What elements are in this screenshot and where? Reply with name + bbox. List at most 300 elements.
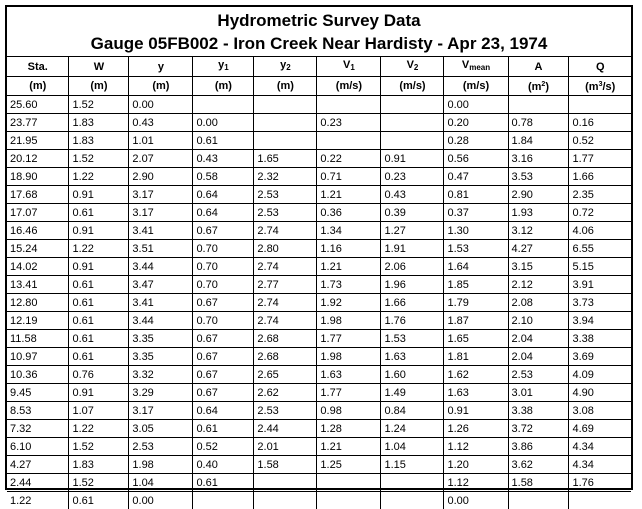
table-cell: 3.41: [129, 294, 193, 312]
table-cell: 0.52: [193, 438, 254, 456]
table-cell: 0.91: [444, 402, 508, 420]
table-cell: 2.68: [254, 348, 317, 366]
table-cell: 1.85: [444, 276, 508, 294]
column-header-subscript: 2: [414, 63, 418, 72]
table-cell: [193, 96, 254, 114]
table-cell: 3.44: [129, 258, 193, 276]
table-cell: [254, 474, 317, 492]
table-cell: [381, 474, 444, 492]
table-cell: 1.65: [254, 150, 317, 168]
table-cell: 3.38: [508, 402, 569, 420]
table-cell: 1.66: [381, 294, 444, 312]
table-cell: 0.98: [317, 402, 381, 420]
table-cell: 0.61: [69, 204, 129, 222]
column-header: [254, 57, 317, 77]
table-cell: 1.64: [444, 258, 508, 276]
table-cell: 2.32: [254, 168, 317, 186]
table-cell: 1.96: [381, 276, 444, 294]
table-cell: 1.24: [381, 420, 444, 438]
table-cell: 3.29: [129, 384, 193, 402]
table-cell: 1.98: [317, 312, 381, 330]
table-cell: 1.04: [129, 474, 193, 492]
table-cell: 3.01: [508, 384, 569, 402]
table-cell: 2.62: [254, 384, 317, 402]
table-cell: [254, 96, 317, 114]
table-row: [7, 204, 631, 222]
table-cell: 0.64: [193, 186, 254, 204]
table-cell: 1.77: [317, 330, 381, 348]
table-cell: 3.86: [508, 438, 569, 456]
table-cell: 2.74: [254, 294, 317, 312]
table-cell: 1.22: [7, 492, 69, 509]
table-cell: 0.67: [193, 294, 254, 312]
table-title-block: [7, 7, 631, 57]
table-cell: 0.64: [193, 204, 254, 222]
table-cell: 1.52: [69, 96, 129, 114]
column-header: [569, 57, 631, 77]
column-header: [69, 57, 129, 77]
table-cell: 1.66: [569, 168, 631, 186]
table-row: [7, 240, 631, 258]
table-cell: 25.60: [7, 96, 69, 114]
column-header: [7, 57, 69, 77]
column-unit: (m/s): [317, 77, 381, 96]
column-header: [317, 57, 381, 77]
table-row: [7, 474, 631, 492]
table-cell: [254, 132, 317, 150]
table-cell: 1.22: [69, 168, 129, 186]
table-cell: 0.00: [129, 96, 193, 114]
table-cell: 1.83: [69, 456, 129, 474]
table-cell: 0.61: [69, 330, 129, 348]
table-row: [7, 132, 631, 150]
table-cell: [317, 96, 381, 114]
table-cell: 2.04: [508, 330, 569, 348]
table-cell: 1.20: [444, 456, 508, 474]
table-cell: 0.47: [444, 168, 508, 186]
column-unit: (m): [7, 77, 69, 96]
table-cell: [569, 492, 631, 509]
table-cell: 0.67: [193, 330, 254, 348]
table-cell: 1.65: [444, 330, 508, 348]
table-cell: [508, 96, 569, 114]
table-cell: 2.80: [254, 240, 317, 258]
table-cell: 2.74: [254, 312, 317, 330]
table-cell: 1.26: [444, 420, 508, 438]
table-cell: 17.68: [7, 186, 69, 204]
table-cell: 3.51: [129, 240, 193, 258]
table-cell: 0.00: [444, 492, 508, 509]
table-row: [7, 420, 631, 438]
table-cell: 1.25: [317, 456, 381, 474]
table-cell: 1.07: [69, 402, 129, 420]
table-cell: 1.92: [317, 294, 381, 312]
table-cell: 3.72: [508, 420, 569, 438]
table-cell: 3.17: [129, 402, 193, 420]
table-cell: [317, 492, 381, 509]
column-header: [508, 57, 569, 77]
table-cell: 3.38: [569, 330, 631, 348]
table-cell: 0.23: [381, 168, 444, 186]
table-cell: 2.07: [129, 150, 193, 168]
column-unit: (m/s): [381, 77, 444, 96]
column-unit: (m): [129, 77, 193, 96]
table-cell: 2.06: [381, 258, 444, 276]
table-cell: [569, 96, 631, 114]
table-cell: 0.28: [444, 132, 508, 150]
survey-table-frame: [5, 5, 633, 490]
table-cell: 3.16: [508, 150, 569, 168]
table-cell: 2.74: [254, 222, 317, 240]
table-cell: 1.58: [254, 456, 317, 474]
table-row: [7, 114, 631, 132]
table-cell: 0.70: [193, 258, 254, 276]
column-header-label: V: [407, 59, 414, 71]
table-cell: 1.52: [69, 438, 129, 456]
table-row: [7, 276, 631, 294]
table-cell: 0.56: [444, 150, 508, 168]
column-header-subscript: 1: [350, 63, 354, 72]
table-cell: 8.53: [7, 402, 69, 420]
table-cell: 0.23: [317, 114, 381, 132]
table-cell: 6.10: [7, 438, 69, 456]
table-cell: 0.67: [193, 222, 254, 240]
table-cell: 1.79: [444, 294, 508, 312]
column-unit: [569, 77, 631, 96]
table-cell: 2.10: [508, 312, 569, 330]
table-row: [7, 348, 631, 366]
column-header-label: W: [94, 61, 104, 73]
table-cell: 3.69: [569, 348, 631, 366]
table-cell: [381, 132, 444, 150]
table-cell: [254, 114, 317, 132]
table-cell: 1.53: [381, 330, 444, 348]
table-cell: 0.91: [69, 186, 129, 204]
table-cell: 2.08: [508, 294, 569, 312]
table-cell: 4.34: [569, 438, 631, 456]
table-cell: 1.77: [569, 150, 631, 168]
table-cell: 3.53: [508, 168, 569, 186]
table-cell: [508, 492, 569, 509]
table-cell: 1.21: [317, 186, 381, 204]
column-unit: [508, 77, 569, 96]
table-cell: 1.87: [444, 312, 508, 330]
table-cell: 2.04: [508, 348, 569, 366]
table-cell: 3.17: [129, 186, 193, 204]
column-unit-prefix: (m: [585, 81, 598, 93]
table-cell: 2.68: [254, 330, 317, 348]
column-header-label: y: [218, 59, 224, 71]
table-cell: 3.94: [569, 312, 631, 330]
table-cell: 2.44: [254, 420, 317, 438]
table-cell: 0.91: [69, 384, 129, 402]
table-cell: 12.80: [7, 294, 69, 312]
table-cell: 0.43: [193, 150, 254, 168]
table-cell: 0.61: [193, 474, 254, 492]
column-header-label: V: [462, 59, 469, 71]
table-cell: 13.41: [7, 276, 69, 294]
table-cell: 4.69: [569, 420, 631, 438]
table-cell: 0.40: [193, 456, 254, 474]
table-cell: 3.17: [129, 204, 193, 222]
table-cell: 0.81: [444, 186, 508, 204]
table-cell: 1.76: [569, 474, 631, 492]
table-cell: 0.22: [317, 150, 381, 168]
column-header-label: V: [343, 59, 350, 71]
column-header-subscript: 2: [286, 63, 290, 72]
table-row: [7, 456, 631, 474]
table-cell: 4.27: [7, 456, 69, 474]
column-header-subscript: 1: [224, 63, 228, 72]
table-cell: 0.61: [69, 348, 129, 366]
table-row: [7, 186, 631, 204]
table-cell: 5.15: [569, 258, 631, 276]
table-cell: 2.53: [254, 204, 317, 222]
table-cell: 1.01: [129, 132, 193, 150]
table-row: [7, 294, 631, 312]
column-header: [381, 57, 444, 77]
table-cell: 0.70: [193, 240, 254, 258]
table-cell: 16.46: [7, 222, 69, 240]
column-unit-prefix: (m: [528, 81, 541, 93]
table-cell: 2.65: [254, 366, 317, 384]
table-cell: 1.76: [381, 312, 444, 330]
table-cell: 3.12: [508, 222, 569, 240]
table-cell: 1.34: [317, 222, 381, 240]
table-cell: 1.84: [508, 132, 569, 150]
table-cell: 0.91: [69, 222, 129, 240]
table-cell: 1.63: [381, 348, 444, 366]
table-cell: 0.00: [193, 114, 254, 132]
table-cell: 0.61: [193, 132, 254, 150]
table-cell: 21.95: [7, 132, 69, 150]
table-cell: 1.49: [381, 384, 444, 402]
table-cell: 0.43: [381, 186, 444, 204]
table-cell: 1.98: [317, 348, 381, 366]
table-cell: 2.53: [254, 402, 317, 420]
table-cell: 2.90: [508, 186, 569, 204]
table-cell: 9.45: [7, 384, 69, 402]
table-cell: 3.44: [129, 312, 193, 330]
column-name-row: [7, 57, 631, 77]
table-cell: 0.64: [193, 402, 254, 420]
table-cell: 4.34: [569, 456, 631, 474]
table-cell: [317, 474, 381, 492]
table-cell: 3.05: [129, 420, 193, 438]
table-cell: 2.35: [569, 186, 631, 204]
table-cell: 11.58: [7, 330, 69, 348]
table-cell: 15.24: [7, 240, 69, 258]
table-cell: 1.83: [69, 114, 129, 132]
table-cell: 0.67: [193, 348, 254, 366]
table-cell: 1.63: [317, 366, 381, 384]
table-cell: 1.21: [317, 438, 381, 456]
table-row: [7, 438, 631, 456]
table-cell: 0.84: [381, 402, 444, 420]
table-cell: 1.28: [317, 420, 381, 438]
table-cell: 3.35: [129, 348, 193, 366]
table-subtitle: Gauge 05FB002 - Iron Creek Near Hardisty - Apr 23, 1974: [7, 32, 631, 55]
column-header: [444, 57, 508, 77]
table-cell: 0.67: [193, 366, 254, 384]
table-cell: 2.12: [508, 276, 569, 294]
table-cell: 17.07: [7, 204, 69, 222]
table-cell: 3.41: [129, 222, 193, 240]
column-header-label: y: [280, 59, 286, 71]
column-unit: (m): [69, 77, 129, 96]
column-unit-superscript: 3: [599, 81, 603, 88]
table-body: [7, 96, 631, 509]
table-cell: 0.20: [444, 114, 508, 132]
table-row: [7, 492, 631, 509]
table-cell: [381, 96, 444, 114]
column-unit: (m): [254, 77, 317, 96]
table-cell: 0.76: [69, 366, 129, 384]
column-header-label: y: [158, 61, 164, 73]
table-cell: [254, 492, 317, 509]
table-cell: 1.22: [69, 240, 129, 258]
column-header: [129, 57, 193, 77]
survey-data-table: [7, 57, 631, 509]
table-cell: 1.73: [317, 276, 381, 294]
table-cell: 1.12: [444, 474, 508, 492]
column-header-label: Sta.: [28, 61, 48, 73]
column-header: [193, 57, 254, 77]
table-row: [7, 258, 631, 276]
table-cell: 1.60: [381, 366, 444, 384]
table-cell: 1.62: [444, 366, 508, 384]
table-title: Hydrometric Survey Data: [7, 9, 631, 32]
table-cell: 1.63: [444, 384, 508, 402]
table-cell: 0.61: [69, 492, 129, 509]
table-cell: [381, 114, 444, 132]
table-cell: 3.32: [129, 366, 193, 384]
table-cell: 2.53: [254, 186, 317, 204]
table-cell: 3.62: [508, 456, 569, 474]
column-unit-suffix: ): [545, 81, 549, 93]
table-cell: 2.90: [129, 168, 193, 186]
table-cell: 2.77: [254, 276, 317, 294]
table-cell: 0.00: [129, 492, 193, 509]
table-cell: 0.36: [317, 204, 381, 222]
table-cell: 0.70: [193, 312, 254, 330]
table-cell: 1.93: [508, 204, 569, 222]
table-cell: 2.53: [129, 438, 193, 456]
table-row: [7, 330, 631, 348]
column-unit-row: [7, 77, 631, 96]
column-header-label: Q: [596, 61, 605, 73]
table-cell: 0.37: [444, 204, 508, 222]
table-cell: 0.16: [569, 114, 631, 132]
table-cell: 1.16: [317, 240, 381, 258]
table-cell: 0.61: [193, 420, 254, 438]
table-cell: 3.91: [569, 276, 631, 294]
table-cell: 0.71: [317, 168, 381, 186]
table-row: [7, 366, 631, 384]
table-cell: 0.39: [381, 204, 444, 222]
table-cell: 3.15: [508, 258, 569, 276]
table-cell: 0.61: [69, 294, 129, 312]
table-cell: [317, 132, 381, 150]
table-cell: 4.90: [569, 384, 631, 402]
table-cell: 0.67: [193, 384, 254, 402]
table-cell: 1.04: [381, 438, 444, 456]
table-row: [7, 402, 631, 420]
table-cell: 2.74: [254, 258, 317, 276]
table-cell: 10.36: [7, 366, 69, 384]
table-cell: 1.91: [381, 240, 444, 258]
table-cell: 1.15: [381, 456, 444, 474]
table-cell: 4.06: [569, 222, 631, 240]
table-row: [7, 96, 631, 114]
table-cell: 0.61: [69, 276, 129, 294]
table-cell: 2.53: [508, 366, 569, 384]
column-unit: (m/s): [444, 77, 508, 96]
table-cell: 1.12: [444, 438, 508, 456]
table-cell: 1.98: [129, 456, 193, 474]
table-cell: 0.91: [69, 258, 129, 276]
table-cell: 3.47: [129, 276, 193, 294]
table-cell: 0.58: [193, 168, 254, 186]
table-cell: 0.43: [129, 114, 193, 132]
table-row: [7, 222, 631, 240]
table-cell: 1.21: [317, 258, 381, 276]
table-cell: 1.22: [69, 420, 129, 438]
table-cell: 20.12: [7, 150, 69, 168]
table-cell: 2.01: [254, 438, 317, 456]
table-row: [7, 384, 631, 402]
table-cell: 0.91: [381, 150, 444, 168]
table-cell: 1.77: [317, 384, 381, 402]
column-unit: (m): [193, 77, 254, 96]
table-cell: 1.53: [444, 240, 508, 258]
table-cell: 0.61: [69, 312, 129, 330]
table-cell: 0.70: [193, 276, 254, 294]
table-cell: 3.08: [569, 402, 631, 420]
table-cell: 1.58: [508, 474, 569, 492]
table-cell: 1.27: [381, 222, 444, 240]
table-cell: 6.55: [569, 240, 631, 258]
table-cell: 3.35: [129, 330, 193, 348]
table-cell: [381, 492, 444, 509]
table-row: [7, 150, 631, 168]
table-cell: 3.73: [569, 294, 631, 312]
table-cell: 1.52: [69, 150, 129, 168]
table-cell: 4.27: [508, 240, 569, 258]
table-cell: 1.52: [69, 474, 129, 492]
table-cell: 1.83: [69, 132, 129, 150]
table-cell: 10.97: [7, 348, 69, 366]
table-cell: 23.77: [7, 114, 69, 132]
column-unit-superscript: 2: [541, 81, 545, 88]
table-cell: 12.19: [7, 312, 69, 330]
table-cell: 0.52: [569, 132, 631, 150]
table-cell: [193, 492, 254, 509]
column-unit-suffix: /s): [602, 81, 615, 93]
table-cell: 0.72: [569, 204, 631, 222]
table-cell: 1.81: [444, 348, 508, 366]
column-header-label: A: [535, 61, 543, 73]
table-cell: 2.44: [7, 474, 69, 492]
table-cell: 0.78: [508, 114, 569, 132]
table-row: [7, 168, 631, 186]
table-cell: 4.09: [569, 366, 631, 384]
table-cell: 0.00: [444, 96, 508, 114]
table-cell: 7.32: [7, 420, 69, 438]
table-cell: 1.30: [444, 222, 508, 240]
column-header-subscript: mean: [469, 63, 490, 72]
table-cell: 14.02: [7, 258, 69, 276]
